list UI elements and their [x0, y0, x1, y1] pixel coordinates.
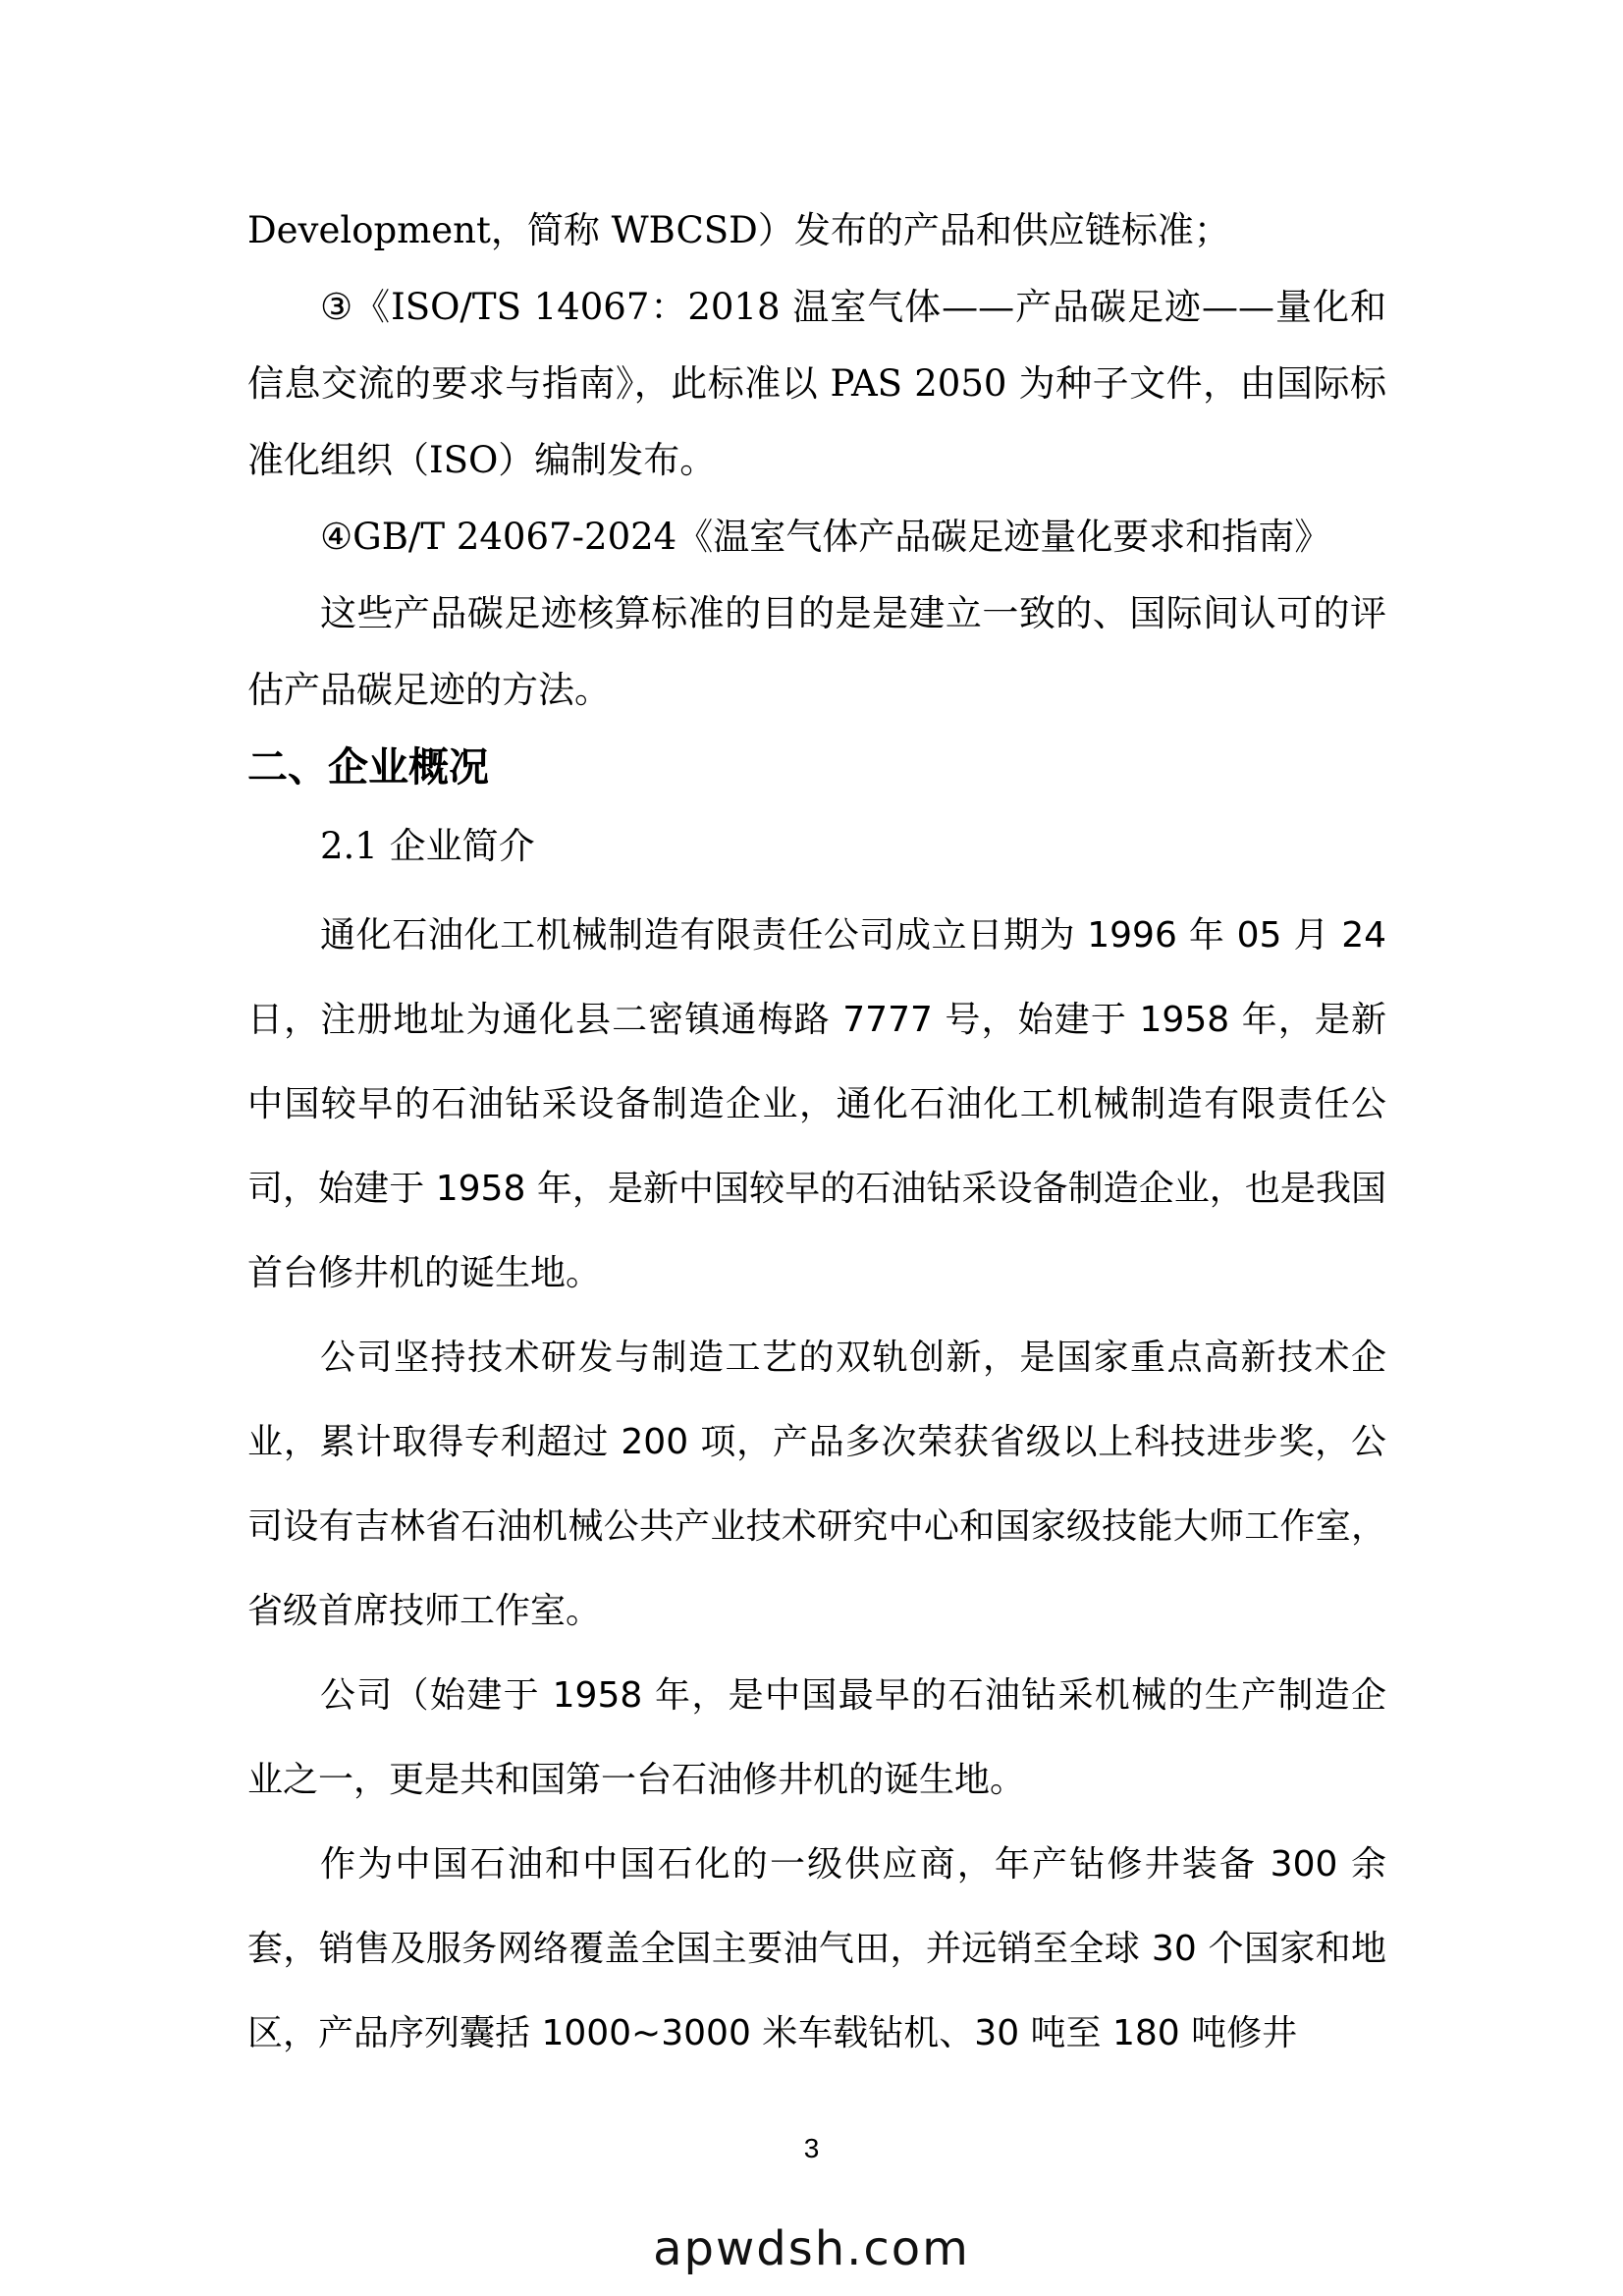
- section-heading: 二、企业概况: [247, 743, 489, 791]
- paragraph-company-founding: 通化石油化工机械制造有限责任公司成立日期为 1996 年 05 月 24 日，注册地址为通化县二密镇通梅路 7777 号，始建于 1958 年，是新中国较早的石油钻采设备制造企业，通化石油化工机械制造有限责任公司，始建于 1958 年，是新中国较早的石油钻采设备制造企业，也是我国首台修井机的诞生地。: [247, 915, 1386, 1293]
- paragraph-iso-14067: ③《ISO/TS 14067：2018 温室气体——产品碳足迹——量化和信息交流的要求与指南》，此标准以 PAS 2050 为种子文件，由国际标准化组织（ISO）编制发布。: [247, 286, 1386, 481]
- subsection-heading: 2.1 企业简介: [320, 825, 535, 867]
- paragraph-standards-purpose: 这些产品碳足迹核算标准的目的是是建立一致的、国际间认可的评估产品碳足迹的方法。: [247, 592, 1386, 711]
- document-content: [247, 192, 1386, 2076]
- paragraph-company-supplier: 作为中国石油和中国石化的一级供应商，年产钻修井装备 300 余套，销售及服务网络覆盖全国主要油气田，并远销至全球 30 个国家和地区，产品序列囊括 1000~3000 米车载钻机、30 吨至 180 吨修井: [247, 1844, 1386, 2053]
- paragraph-company-innovation: 公司坚持技术研发与制造工艺的双轨创新，是国家重点高新技术企业，累计取得专利超过 200 项，产品多次荣获省级以上科技进步奖，公司设有吉林省石油机械公共产业技术研究中心和国家级技能大师工作室，省级首席技师工作室。: [247, 1338, 1386, 1631]
- paragraph-company-history: 公司（始建于 1958 年，是中国最早的石油钻采机械的生产制造企业之一，更是共和国第一台石油修井机的诞生地。: [247, 1675, 1386, 1800]
- watermark-text: apwdsh.com: [653, 2221, 970, 2276]
- paragraph-gbt-24067: ④GB/T 24067-2024《温室气体产品碳足迹量化要求和指南》: [320, 516, 1331, 558]
- paragraph-wbcsd: Development，简称 WBCSD）发布的产品和供应链标准；: [247, 209, 1230, 251]
- company-profile-body: [247, 894, 1386, 2076]
- page-number: 3: [803, 2133, 820, 2163]
